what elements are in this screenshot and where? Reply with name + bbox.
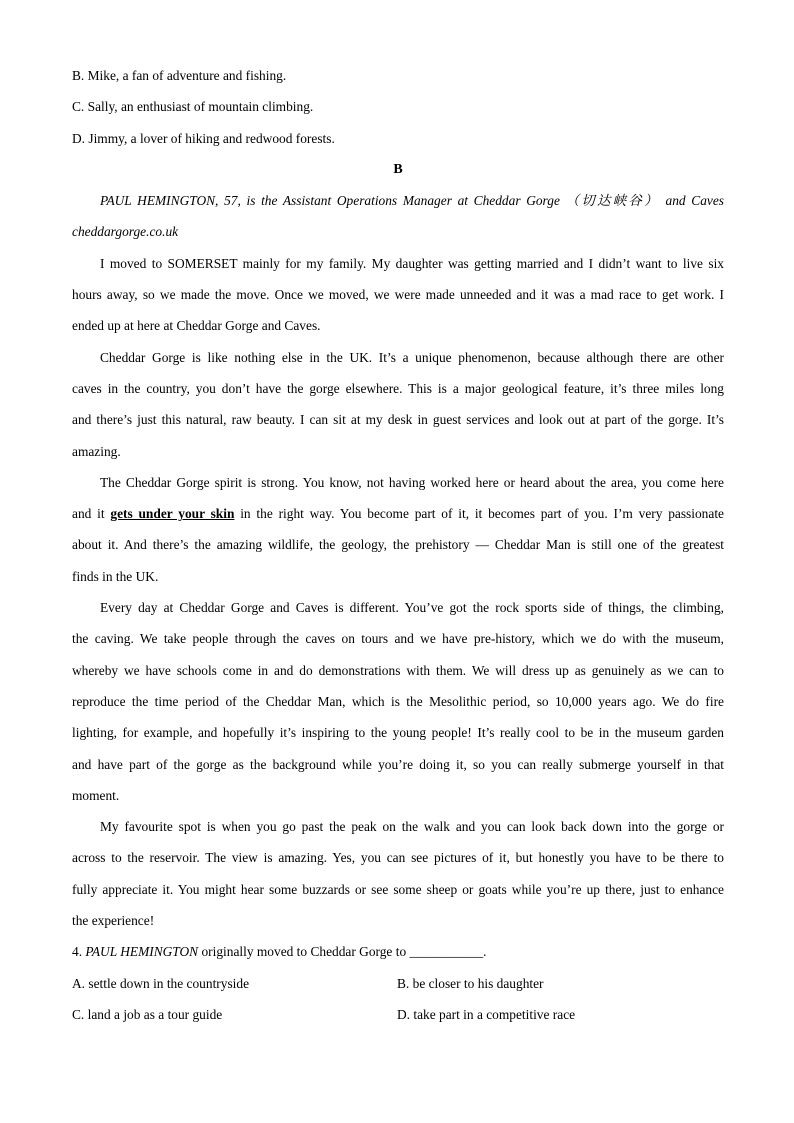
p4-line-7: moment. [72, 787, 120, 803]
p3-line-2 [72, 498, 724, 529]
p4-line-4: reproduce the time period of the Cheddar Man, which is the Mesolithic period, so 10,000 years ago. We do fire [72, 693, 724, 709]
section-heading: B [393, 161, 403, 177]
p3-line-2-before: and it [72, 506, 111, 522]
p4-line-1: Every day at Cheddar Gorge and Caves is different. You’ve got the rock sports side of things, the climbing, [100, 600, 724, 616]
prev-option-c: C. Sally, an enthusiast of mountain climbing. [72, 99, 314, 115]
p4-line-2: the caving. We take people through the caves on tours and we have pre-history, which we do with the museum, [72, 631, 724, 647]
highlighted-phrase: gets under your skin [110, 506, 235, 522]
option-d[interactable]: D. take part in a competitive race [397, 1006, 576, 1022]
p3-line-3: about it. And there’s the amazing wildlife, the geology, the prehistory — Cheddar Man is still one of the greatest [72, 537, 724, 553]
p1-line-1: I moved to SOMERSET mainly for my family. My daughter was getting married and I didn’t want to live six [100, 255, 724, 271]
p1-line-2: hours away, so we made the move. Once we moved, we were made unneeded and it was a mad race to get work. I [72, 287, 724, 303]
option-b[interactable]: B. be closer to his daughter [397, 975, 544, 991]
intro-line-2: cheddargorge.co.uk [72, 224, 179, 240]
p2-line-2: caves in the country, you don’t have the gorge elsewhere. This is a major geological feature, it’s three miles long [72, 380, 724, 396]
prev-option-d: D. Jimmy, a lover of hiking and redwood forests. [72, 130, 335, 146]
p2-line-4: amazing. [72, 443, 121, 459]
p3-line-1: The Cheddar Gorge spirit is strong. You know, not having worked here or heard about the area, you come here [100, 474, 724, 490]
p5-line-4: the experience! [72, 913, 155, 929]
p1-line-3: ended up at here at Cheddar Gorge and Caves. [72, 318, 321, 334]
option-a[interactable]: A. settle down in the countryside [72, 975, 250, 991]
p4-line-3: whereby we have schools come in and do demonstrations with them. We will dress up as genuinely as we can to [72, 662, 724, 678]
option-c[interactable]: C. land a job as a tour guide [72, 1006, 223, 1022]
question-rest: originally moved to Cheddar Gorge to ___________. [198, 944, 487, 960]
p2-line-3: and there’s just this natural, raw beauty. I can sit at my desk in guest services and look out at part of the gorge. It’s [72, 412, 724, 428]
intro-line-1: PAUL HEMINGTON, 57, is the Assistant Operations Manager at Cheddar Gorge （切达峡谷） and Caves [100, 193, 724, 209]
p5-line-2: across to the reservoir. The view is amazing. Yes, you can see pictures of it, but honestly you have to be there to [72, 850, 724, 866]
p3-line-4: finds in the UK. [72, 568, 159, 584]
prev-option-b: B. Mike, a fan of adventure and fishing. [72, 68, 287, 83]
p3-line-2-after: in the right way. You become part of it, it becomes part of you. I’m very passionate [234, 506, 724, 522]
question-subject: PAUL HEMINGTON [85, 944, 199, 960]
question-stem [72, 936, 724, 967]
options-row-1 [72, 968, 724, 999]
options-row-2 [72, 999, 724, 1030]
document-page [72, 60, 724, 1030]
p5-line-1: My favourite spot is when you go past the peak on the walk and you can look back down into the gorge or [100, 819, 724, 835]
p4-line-6: and have part of the gorge as the background while you’re doing it, so you can really submerge yourself in that [72, 756, 724, 772]
p5-line-3: fully appreciate it. You might hear some buzzards or see some sheep or goats while you’re up there, just to enhance [72, 881, 724, 897]
p2-line-1: Cheddar Gorge is like nothing else in the UK. It’s a unique phenomenon, because although there are other [100, 349, 724, 365]
question-number: 4. [72, 944, 86, 960]
p4-line-5: lighting, for example, and hopefully it’s inspiring to the young people! It’s really cool to be in the museum garden [72, 725, 724, 741]
